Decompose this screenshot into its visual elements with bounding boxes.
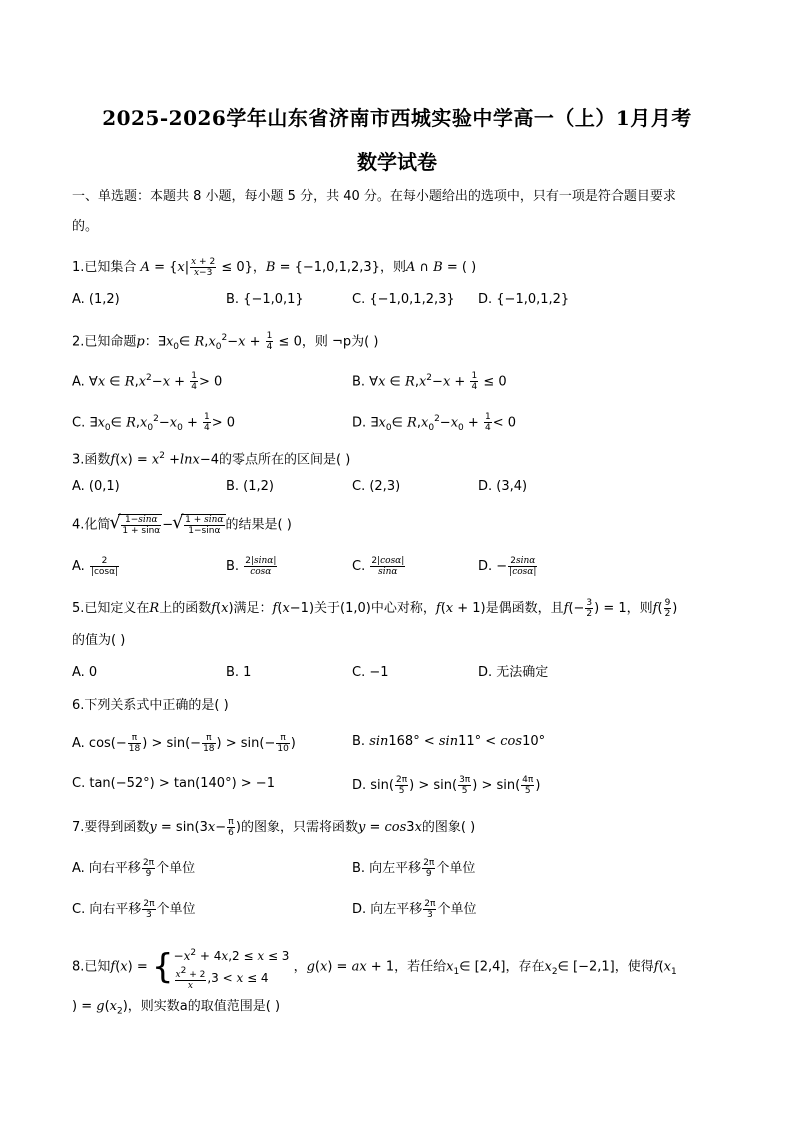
q7-option-b[interactable]: B. 向左平移 $\frac{2\pi}{9}$ 个单位: [352, 858, 476, 879]
q1-option-b[interactable]: B. {−1,0,1}: [226, 292, 304, 307]
question-1-stem: 1.已知集合 A = {x| $\frac{x + 2}{x-3}$ ≤ 0}，B = {−1,0,1,2,3}，则A ∩ B = ( ): [72, 257, 477, 278]
q6-option-d[interactable]: D. sin( $\frac{2\pi}{5}$ ) > sin( $\frac{3\pi}{5}$ ) > sin( $\frac{4\pi}{5}$ ): [352, 775, 541, 796]
q1-option-a[interactable]: A. (1,2): [72, 292, 120, 307]
question-4-stem: 4.化简 √ $\frac{1-\sin\alpha}{1 + \sin\alpha}$ − √ $\frac{1 + \sin\alpha}{1-\sin\alpha}$ 的结果是( ): [72, 514, 292, 536]
question-5-stem-cont: 的值为( ): [72, 633, 126, 648]
q4-option-b[interactable]: B. $\frac{2|\sin\alpha|}{\cos\alpha}$: [226, 556, 277, 577]
q7-option-c[interactable]: C. 向右平移 $\frac{2\pi}{3}$ 个单位: [72, 899, 196, 920]
q5-option-a[interactable]: A. 0: [72, 665, 98, 680]
q3-option-b[interactable]: B. (1,2): [226, 479, 275, 494]
q6-option-a[interactable]: A. cos(− $\frac{\pi}{18}$ ) > sin(− $\frac{\pi}{18}$ ) > sin(− $\frac{\pi}{10}$ ): [72, 733, 296, 754]
q4-option-c[interactable]: C. $\frac{2|\cos\alpha|}{\sin\alpha}$: [352, 556, 405, 577]
question-2-stem: 2.已知命题p：$\exists x_0\in$ $R,x_0^2-x$ + $\frac{1}{4}$ ≤ 0，则 ¬p为( ): [72, 331, 379, 353]
q3-option-a[interactable]: A. (0,1): [72, 479, 120, 494]
q6-option-c[interactable]: C. tan(−52°) > tan(140°) > −1: [72, 776, 275, 791]
q7-option-d[interactable]: D. 向左平移 $\frac{2\pi}{3}$ 个单位: [352, 899, 477, 920]
q2-option-d[interactable]: D. $\exists x_0\in$ $R,x_0^2-x_0$ + $\frac{1}{4}$ < 0: [352, 412, 516, 434]
q3-option-d[interactable]: D. (3,4): [478, 479, 528, 494]
exam-subtitle: 数学试卷: [357, 150, 437, 174]
question-6-stem: 6.下列关系式中正确的是( ): [72, 698, 229, 713]
q2-option-a[interactable]: A. ∀x ∈ $R,x^2-x$ + $\frac{1}{4}$ > 0: [72, 371, 223, 393]
q6-option-b[interactable]: B. sin168° < sin11° < cos10°: [352, 734, 546, 749]
question-3-stem: 3.函数$f(x) = x^2 +\ln x-4$的零点所在的区间是( ): [72, 451, 351, 468]
q1-option-c[interactable]: C. {−1,0,1,2,3}: [352, 292, 455, 307]
q3-option-c[interactable]: C. (2,3): [352, 479, 401, 494]
exam-title: 2025-2026学年山东省济南市西城实验中学高一（上）1月月考: [102, 106, 692, 130]
q2-option-b[interactable]: B. ∀x ∈ $R,x^2-x$ + $\frac{1}{4}$ ≤ 0: [352, 371, 507, 393]
q4-option-d[interactable]: D. − $\frac{2\sin\alpha}{|\cos\alpha|}$: [478, 556, 537, 577]
question-8-stem-cont: ) = $g(x_2)$，则实数a的取值范围是( ): [72, 999, 281, 1017]
q5-option-c[interactable]: C. −1: [352, 665, 389, 680]
question-8-stem: 8.已知f(x) = { $-x^2 + 4x,2 \le x \le 3$ $\frac{x^2 + 2}{x}$ ,3 < x ≤ 4 ，g(x) = ax + 1，若任给$x_1\in$ [2,4]，存在$x_2\in$ [−2,1]，使得$f(x_1$: [72, 947, 677, 991]
q7-option-a[interactable]: A. 向右平移 $\frac{2\pi}{9}$ 个单位: [72, 858, 196, 879]
question-5-stem: 5.已知定义在R上的函数f(x)满足：f(x−1)关于(1,0)中心对称，f(x + 1)是偶函数，且f(− $\frac{3}{2}$ ) = 1，则f( $\frac{9}{2}$ ): [72, 598, 678, 619]
section-heading-cont: 的。: [72, 219, 99, 234]
question-7-stem: 7.要得到函数y = sin(3x− $\frac{\pi}{6}$ )的图象，只需将函数y = cos3x的图象( ): [72, 817, 476, 838]
q2-option-c[interactable]: C. $\exists x_0\in$ $R,x_0^2-x_0$ + $\frac{1}{4}$ > 0: [72, 412, 236, 434]
section-heading: 一、单选题：本题共 8 小题，每小题 5 分，共 40 分。在每小题给出的选项中，只有一项是符合题目要求: [72, 189, 676, 204]
q5-option-d[interactable]: D. 无法确定: [478, 665, 549, 680]
q4-option-a[interactable]: A. $\frac{2}{|\cos\alpha|}$: [72, 556, 119, 577]
q1-option-d[interactable]: D. {−1,0,1,2}: [478, 292, 570, 307]
q5-option-b[interactable]: B. 1: [226, 665, 252, 680]
